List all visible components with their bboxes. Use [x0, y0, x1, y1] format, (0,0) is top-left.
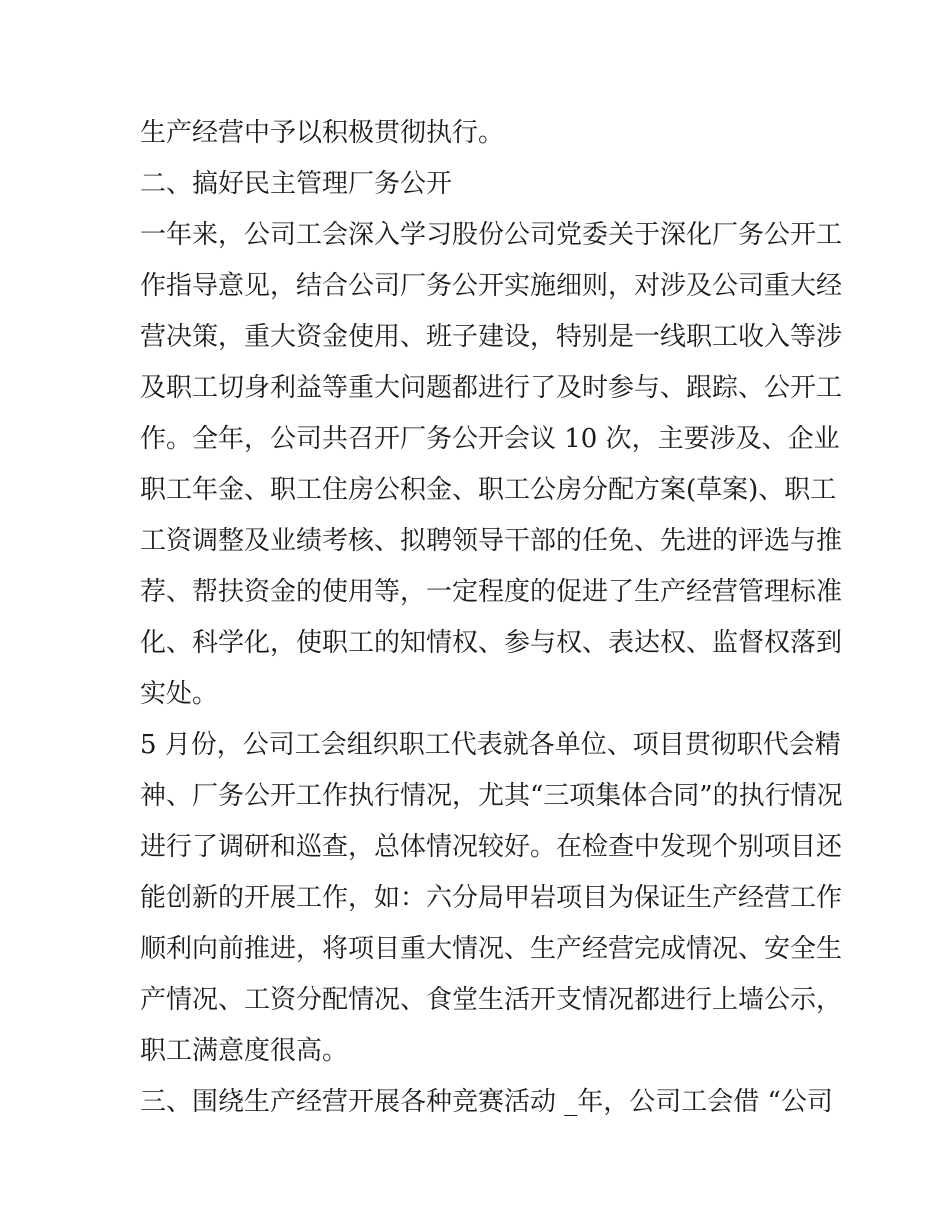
text-line: 神、厂务公开工作执行情况，尤其“三项集体合同”的执行情况 — [140, 781, 843, 811]
text-line: 作。全年，公司共召开厂务公开会议 10 次，主要涉及、企业 — [140, 424, 840, 454]
text-line: 进行了调研和巡查，总体情况较好。在检查中发现个别项目还 — [140, 832, 843, 862]
text-line: 职工满意度很高。 — [140, 1036, 349, 1066]
document-body — [140, 108, 843, 1128]
text-line: 营决策，重大资金使用、班子建设，特别是一线职工收入等涉 — [140, 322, 843, 352]
text-line: 及职工切身利益等重大问题都进行了及时参与、跟踪、公开工 — [140, 373, 843, 403]
text-line: 生产经营中予以积极贯彻执行。 — [140, 118, 505, 148]
section-heading: 三、围绕生产经营开展各种竞赛活动 _年，公司工会借 “公司 — [140, 1087, 833, 1117]
text-line: 化、科学化，使职工的知情权、参与权、表达权、监督权落到 — [140, 628, 843, 658]
section-heading: 二、搞好民主管理厂务公开 — [140, 169, 453, 199]
text-line: 5 月份，公司工会组织职工代表就各单位、项目贯彻职代会精 — [140, 730, 841, 760]
text-line: 一年来，公司工会深入学习股份公司党委关于深化厂务公开工 — [140, 220, 843, 250]
text-line: 实处。 — [140, 679, 219, 709]
text-line: 工资调整及业绩考核、拟聘领导干部的任免、先进的评选与推 — [140, 526, 843, 556]
text-line: 作指导意见，结合公司厂务公开实施细则，对涉及公司重大经 — [140, 271, 843, 301]
text-line: 顺利向前推进，将项目重大情况、生产经营完成情况、安全生 — [140, 934, 843, 964]
text-line: 产情况、工资分配情况、食堂生活开支情况都进行上墙公示， — [140, 985, 843, 1015]
text-line: 能创新的开展工作，如：六分局甲岩项目为保证生产经营工作 — [140, 883, 843, 913]
text-line: 职工年金、职工住房公积金、职工公房分配方案(草案)、职工 — [140, 475, 837, 505]
text-line: 荐、帮扶资金的使用等，一定程度的促进了生产经营管理标准 — [140, 577, 843, 607]
